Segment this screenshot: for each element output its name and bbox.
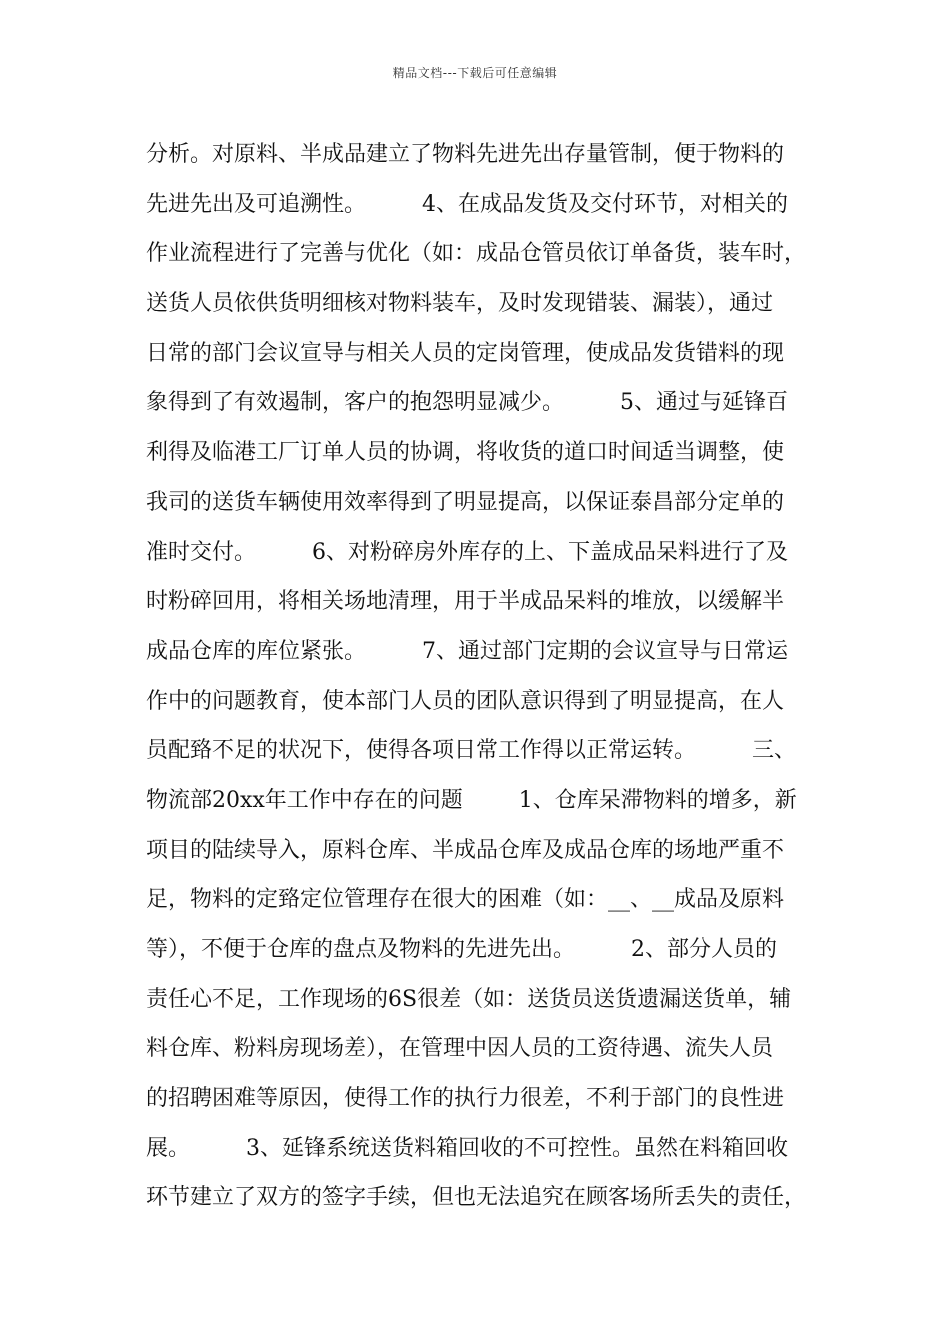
text-line: 项目的陆续导入，原料仓库、半成品仓库及成品仓库的场地严重不 — [146, 837, 785, 863]
text-line: 利得及临港工厂订单人员的协调，将收货的道口时间适当调整，使 — [146, 440, 785, 466]
text-line: 作业流程进行了完善与优化（如：成品仓管员依订单备货，装车时， — [146, 241, 807, 267]
text-line: 作中的问题教育，使本部门人员的团队意识得到了明显提高，在人 — [146, 688, 785, 714]
text-line: 时粉碎回用，将相关场地清理，用于半成品呆料的堆放，以缓解半 — [146, 589, 785, 615]
text-line: 展。 3、延锋系统送货料箱回收的不可控性。虽然在料箱回收 — [146, 1135, 788, 1161]
body-paragraph — [146, 130, 816, 1223]
page-header: 精品文档---下载后可任意编辑 — [392, 66, 558, 80]
text-line: 成品仓库的库位紧张。 7、通过部门定期的会议宣导与日常运 — [146, 638, 788, 664]
text-line: 足，物料的定臵定位管理存在很大的困难（如：__、__成品及原料 — [146, 887, 785, 913]
text-line: 日常的部门会议宣导与相关人员的定岗管理，使成品发货错料的现 — [146, 340, 785, 366]
text-line: 象得到了有效遏制，客户的抱怨明显减少。 5、通过与延锋百 — [146, 390, 788, 416]
text-line: 我司的送货车辆使用效率得到了明显提高，以保证泰昌部分定单的 — [146, 489, 785, 515]
text-line: 先进先出及可追溯性。 4、在成品发货及交付环节，对相关的 — [146, 191, 788, 217]
text-line: 员配臵不足的状况下，使得各项日常工作得以正常运转。 三、 — [146, 738, 796, 764]
text-line: 送货人员依供货明细核对物料装车，及时发现错装、漏装），通过 — [146, 291, 774, 317]
text-line: 料仓库、粉料房现场差），在管理中因人员的工资待遇、流失人员 — [146, 1036, 774, 1062]
text-line: 环节建立了双方的签字手续，但也无法追究在顾客场所丢失的责任， — [146, 1185, 807, 1211]
text-line: 物流部20xx年工作中存在的问题 1、仓库呆滞物料的增多，新 — [146, 787, 797, 813]
text-line: 准时交付。 6、对粉碎房外库存的上、下盖成品呆料进行了及 — [146, 539, 788, 565]
text-line: 的招聘困难等原因，使得工作的执行力很差，不利于部门的良性进 — [146, 1086, 785, 1112]
text-line: 分析。对原料、半成品建立了物料先进先出存量管制，便于物料的 — [146, 142, 785, 167]
text-line: 责任心不足，工作现场的6S很差（如：送货员送货遗漏送货单，辅 — [146, 986, 792, 1012]
text-line: 等），不便于仓库的盘点及物料的先进先出。 2、部分人员的 — [146, 937, 777, 962]
